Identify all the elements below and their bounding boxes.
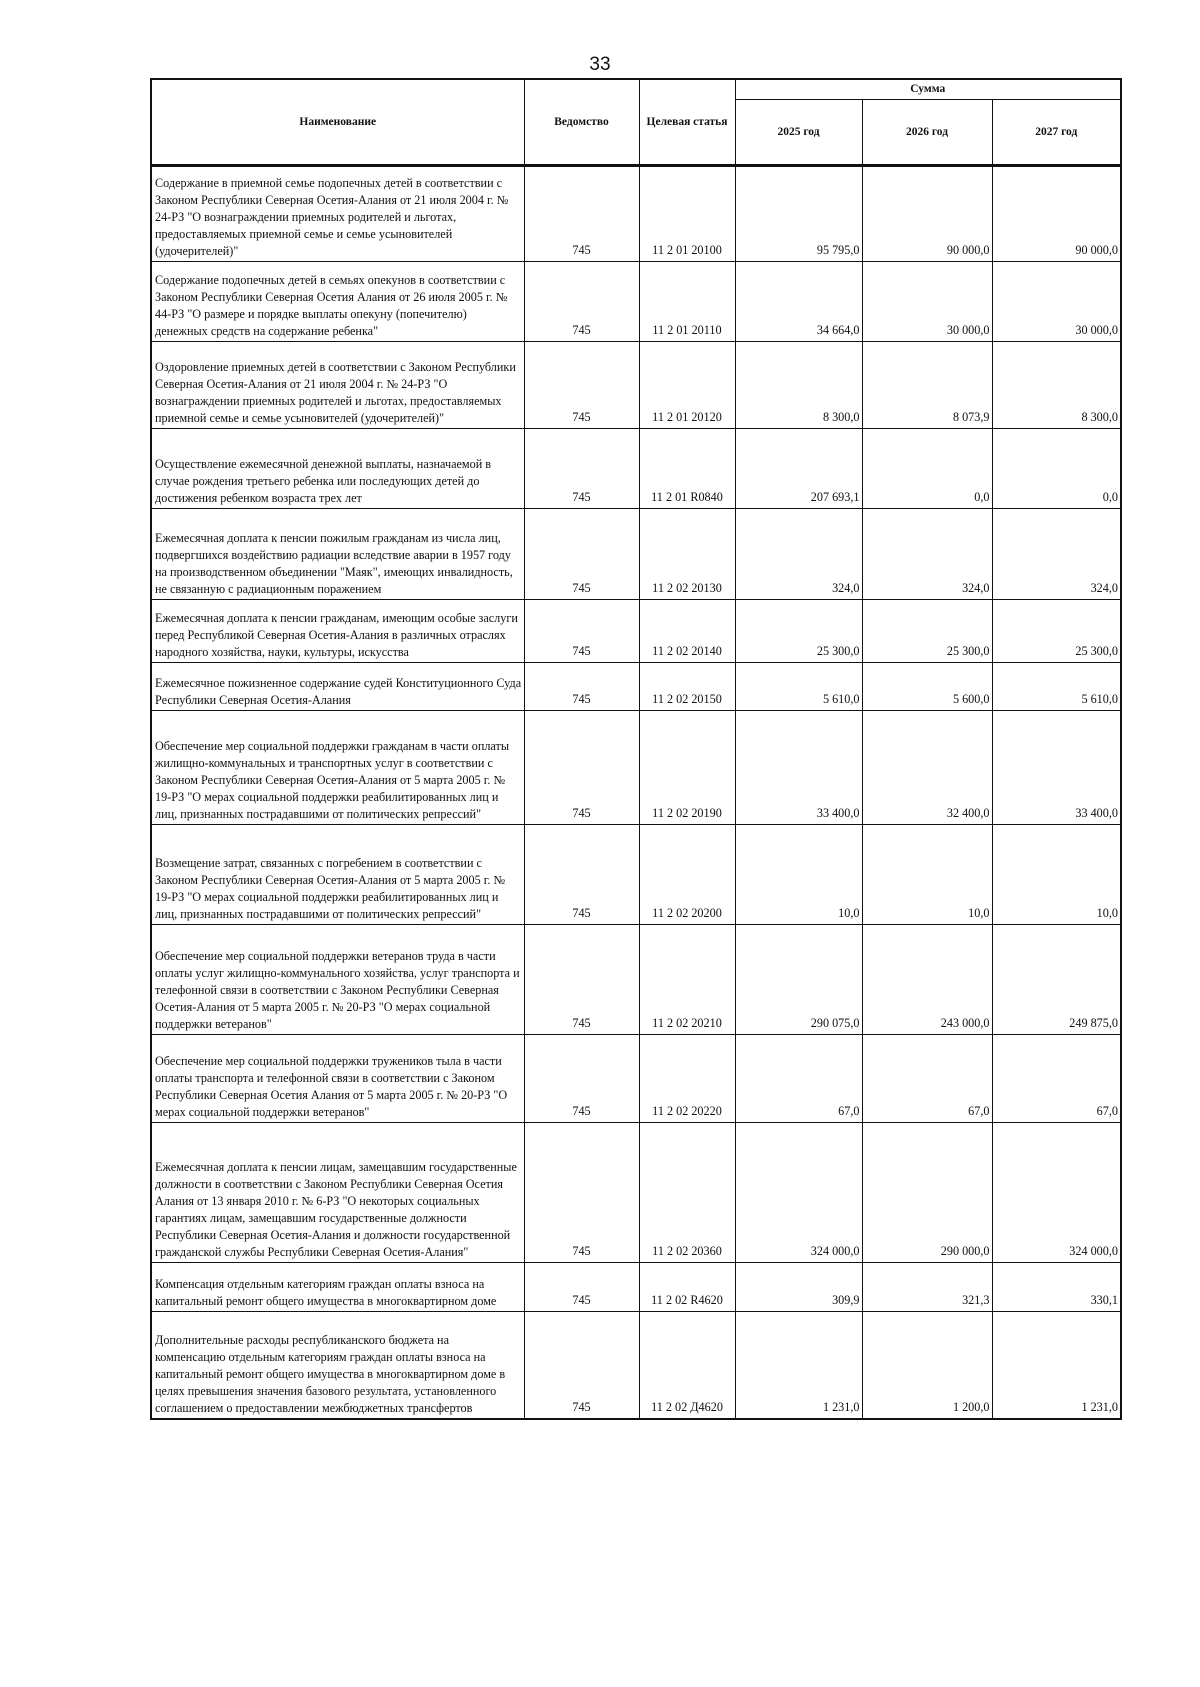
table-row	[151, 428, 1121, 508]
row-sum-2027-cell: 324 000,0	[992, 1122, 1121, 1262]
table-row	[151, 508, 1121, 599]
header-year-2027: 2027 год	[992, 99, 1121, 165]
row-dept-cell: 745	[524, 1311, 639, 1419]
row-name-cell: Компенсация отдельным категориям граждан оплаты взноса на капитальный ремонт общего имущества в многоквартирном доме	[151, 1262, 524, 1311]
row-sum-2025-cell: 33 400,0	[735, 710, 862, 824]
row-name-cell: Возмещение затрат, связанных с погребением в соответствии с Законом Республики Северная Осетия-Алания от 5 марта 2005 г. № 19-РЗ "О мерах социальной поддержки реабилитированных лиц и лиц, признанных пострадавшими от политических репрессий"	[151, 824, 524, 924]
row-name-cell: Обеспечение мер социальной поддержки ветеранов труда в части оплаты услуг жилищно-коммунального хозяйства, услуг транспорта и телефонной связи в соответствии с Законом Республики Северная Осетия-Алания от 5 марта 2005 г. № 20-РЗ "О мерах социальной поддержки ветеранов"	[151, 924, 524, 1034]
row-sum-2026-cell: 67,0	[862, 1034, 992, 1122]
row-sum-2025-cell: 25 300,0	[735, 599, 862, 662]
row-sum-2027-cell: 249 875,0	[992, 924, 1121, 1034]
table-row	[151, 599, 1121, 662]
row-sum-2026-cell: 0,0	[862, 428, 992, 508]
row-name-cell: Ежемесячная доплата к пенсии гражданам, имеющим особые заслуги перед Республикой Северная Осетия-Алания в различных отраслях народного хозяйства, науки, культуры, искусства	[151, 599, 524, 662]
row-sum-2025-cell: 324,0	[735, 508, 862, 599]
row-sum-2025-cell: 95 795,0	[735, 165, 862, 261]
row-code-cell: 11 2 02 20140	[639, 599, 735, 662]
row-sum-2025-cell: 207 693,1	[735, 428, 862, 508]
row-dept-cell: 745	[524, 1034, 639, 1122]
row-sum-2025-cell: 5 610,0	[735, 662, 862, 710]
row-sum-2025-cell: 10,0	[735, 824, 862, 924]
row-dept-cell: 745	[524, 341, 639, 428]
row-name-cell: Оздоровление приемных детей в соответствии с Законом Республики Северная Осетия-Алания от 21 июля 2004 г. № 24-РЗ "О вознаграждении приемных родителей и льготах, предоставляемых приемной семье и семье усыновителей (удочерителей)"	[151, 341, 524, 428]
budget-table	[150, 78, 1122, 1420]
table-row	[151, 1122, 1121, 1262]
row-code-cell: 11 2 02 20190	[639, 710, 735, 824]
table-row	[151, 165, 1121, 261]
row-code-cell: 11 2 02 20150	[639, 662, 735, 710]
row-sum-2025-cell: 34 664,0	[735, 261, 862, 341]
page-number: 33	[589, 54, 611, 75]
row-sum-2026-cell: 30 000,0	[862, 261, 992, 341]
row-sum-2026-cell: 32 400,0	[862, 710, 992, 824]
row-dept-cell: 745	[524, 508, 639, 599]
row-sum-2025-cell: 67,0	[735, 1034, 862, 1122]
row-dept-cell: 745	[524, 428, 639, 508]
row-sum-2026-cell: 5 600,0	[862, 662, 992, 710]
row-dept-cell: 745	[524, 261, 639, 341]
table-row	[151, 341, 1121, 428]
row-sum-2027-cell: 1 231,0	[992, 1311, 1121, 1419]
row-sum-2027-cell: 90 000,0	[992, 165, 1121, 261]
header-year-2026: 2026 год	[862, 99, 992, 165]
table-row	[151, 710, 1121, 824]
row-sum-2027-cell: 330,1	[992, 1262, 1121, 1311]
row-sum-2027-cell: 0,0	[992, 428, 1121, 508]
row-dept-cell: 745	[524, 1262, 639, 1311]
table-row	[151, 824, 1121, 924]
table-row	[151, 924, 1121, 1034]
row-code-cell: 11 2 02 20200	[639, 824, 735, 924]
row-code-cell: 11 2 02 R4620	[639, 1262, 735, 1311]
row-sum-2025-cell: 8 300,0	[735, 341, 862, 428]
row-sum-2025-cell: 1 231,0	[735, 1311, 862, 1419]
row-code-cell: 11 2 02 20360	[639, 1122, 735, 1262]
row-code-cell: 11 2 01 20100	[639, 165, 735, 261]
row-sum-2026-cell: 25 300,0	[862, 599, 992, 662]
row-sum-2027-cell: 5 610,0	[992, 662, 1121, 710]
header-name: Наименование	[151, 79, 524, 165]
row-name-cell: Осуществление ежемесячной денежной выплаты, назначаемой в случае рождения третьего ребенка или последующих детей до достижения ребенком возраста трех лет	[151, 428, 524, 508]
row-code-cell: 11 2 01 20110	[639, 261, 735, 341]
row-sum-2025-cell: 290 075,0	[735, 924, 862, 1034]
table-row	[151, 1311, 1121, 1419]
row-sum-2026-cell: 321,3	[862, 1262, 992, 1311]
row-sum-2026-cell: 1 200,0	[862, 1311, 992, 1419]
row-code-cell: 11 2 01 20120	[639, 341, 735, 428]
row-dept-cell: 745	[524, 710, 639, 824]
row-sum-2025-cell: 309,9	[735, 1262, 862, 1311]
table-row	[151, 662, 1121, 710]
row-sum-2026-cell: 290 000,0	[862, 1122, 992, 1262]
row-name-cell: Ежемесячная доплата к пенсии пожилым гражданам из числа лиц, подвергшихся воздействию радиации вследствие аварии в 1957 году на производственном объединении "Маяк", имеющих инвалидность, не связанную с радиационным поражением	[151, 508, 524, 599]
header-sum-group: Сумма	[735, 79, 1121, 99]
row-code-cell: 11 2 02 20210	[639, 924, 735, 1034]
table-row	[151, 1262, 1121, 1311]
table-row	[151, 261, 1121, 341]
row-name-cell: Содержание в приемной семье подопечных детей в соответствии с Законом Республики Северная Осетия-Алания от 21 июля 2004 г. № 24-РЗ "О вознаграждении приемных родителей и льготах, предоставляемых приемной семье и семье усыновителей (удочерителей)"	[151, 165, 524, 261]
row-dept-cell: 745	[524, 599, 639, 662]
row-sum-2026-cell: 243 000,0	[862, 924, 992, 1034]
row-dept-cell: 745	[524, 662, 639, 710]
row-code-cell: 11 2 02 20220	[639, 1034, 735, 1122]
row-sum-2026-cell: 90 000,0	[862, 165, 992, 261]
row-sum-2027-cell: 8 300,0	[992, 341, 1121, 428]
row-code-cell: 11 2 02 Д4620	[639, 1311, 735, 1419]
row-sum-2027-cell: 10,0	[992, 824, 1121, 924]
row-name-cell: Содержание подопечных детей в семьях опекунов в соответствии с Законом Республики Северная Осетия Алания от 26 июля 2005 г. № 44-РЗ "О размере и порядке выплаты опекуну (попечителю) денежных средств на содержание ребенка"	[151, 261, 524, 341]
row-dept-cell: 745	[524, 165, 639, 261]
table-header	[151, 79, 1121, 165]
row-sum-2027-cell: 67,0	[992, 1034, 1121, 1122]
row-name-cell: Дополнительные расходы республиканского бюджета на компенсацию отдельным категориям граждан оплаты взноса на капитальный ремонт общего имущества в многоквартирном доме в целях превышения значения базового результата, установленного соглашением о предоставлении межбюджетных трансфертов	[151, 1311, 524, 1419]
row-sum-2027-cell: 25 300,0	[992, 599, 1121, 662]
row-name-cell: Обеспечение мер социальной поддержки тружеников тыла в части оплаты транспорта и телефонной связи в соответствии с Законом Республики Северная Осетия Алания от 5 марта 2005 г. № 20-РЗ "О мерах социальной поддержки ветеранов"	[151, 1034, 524, 1122]
header-code: Целевая статья	[639, 79, 735, 165]
row-dept-cell: 745	[524, 1122, 639, 1262]
budget-table-container	[150, 78, 1120, 1420]
row-dept-cell: 745	[524, 924, 639, 1034]
row-sum-2026-cell: 10,0	[862, 824, 992, 924]
row-sum-2027-cell: 33 400,0	[992, 710, 1121, 824]
header-dept: Ведомство	[524, 79, 639, 165]
table-row	[151, 1034, 1121, 1122]
table-body	[151, 165, 1121, 1419]
row-name-cell: Обеспечение мер социальной поддержки гражданам в части оплаты жилищно-коммунальных и транспортных услуг в соответствии с Законом Республики Северная Осетия-Алания от 5 марта 2005 г. № 19-РЗ "О мерах социальной поддержки реабилитированных лиц и лиц, признанных пострадавшими от политических репрессий"	[151, 710, 524, 824]
row-dept-cell: 745	[524, 824, 639, 924]
row-name-cell: Ежемесячное пожизненное содержание судей Конституционного Суда Республики Северная Осетия-Алания	[151, 662, 524, 710]
header-year-2025: 2025 год	[735, 99, 862, 165]
row-sum-2027-cell: 30 000,0	[992, 261, 1121, 341]
row-sum-2025-cell: 324 000,0	[735, 1122, 862, 1262]
row-sum-2027-cell: 324,0	[992, 508, 1121, 599]
row-sum-2026-cell: 8 073,9	[862, 341, 992, 428]
row-sum-2026-cell: 324,0	[862, 508, 992, 599]
row-code-cell: 11 2 01 R0840	[639, 428, 735, 508]
row-name-cell: Ежемесячная доплата к пенсии лицам, замещавшим государственные должности в соответствии с Законом Республики Северная Осетия Алания от 13 января 2010 г. № 6-РЗ "О некоторых социальных гарантиях лицам, замещавшим государственные должности Республики Северная Осетия-Алания и должности государственной гражданской службы Республики Северная Осетия-Алания"	[151, 1122, 524, 1262]
row-code-cell: 11 2 02 20130	[639, 508, 735, 599]
